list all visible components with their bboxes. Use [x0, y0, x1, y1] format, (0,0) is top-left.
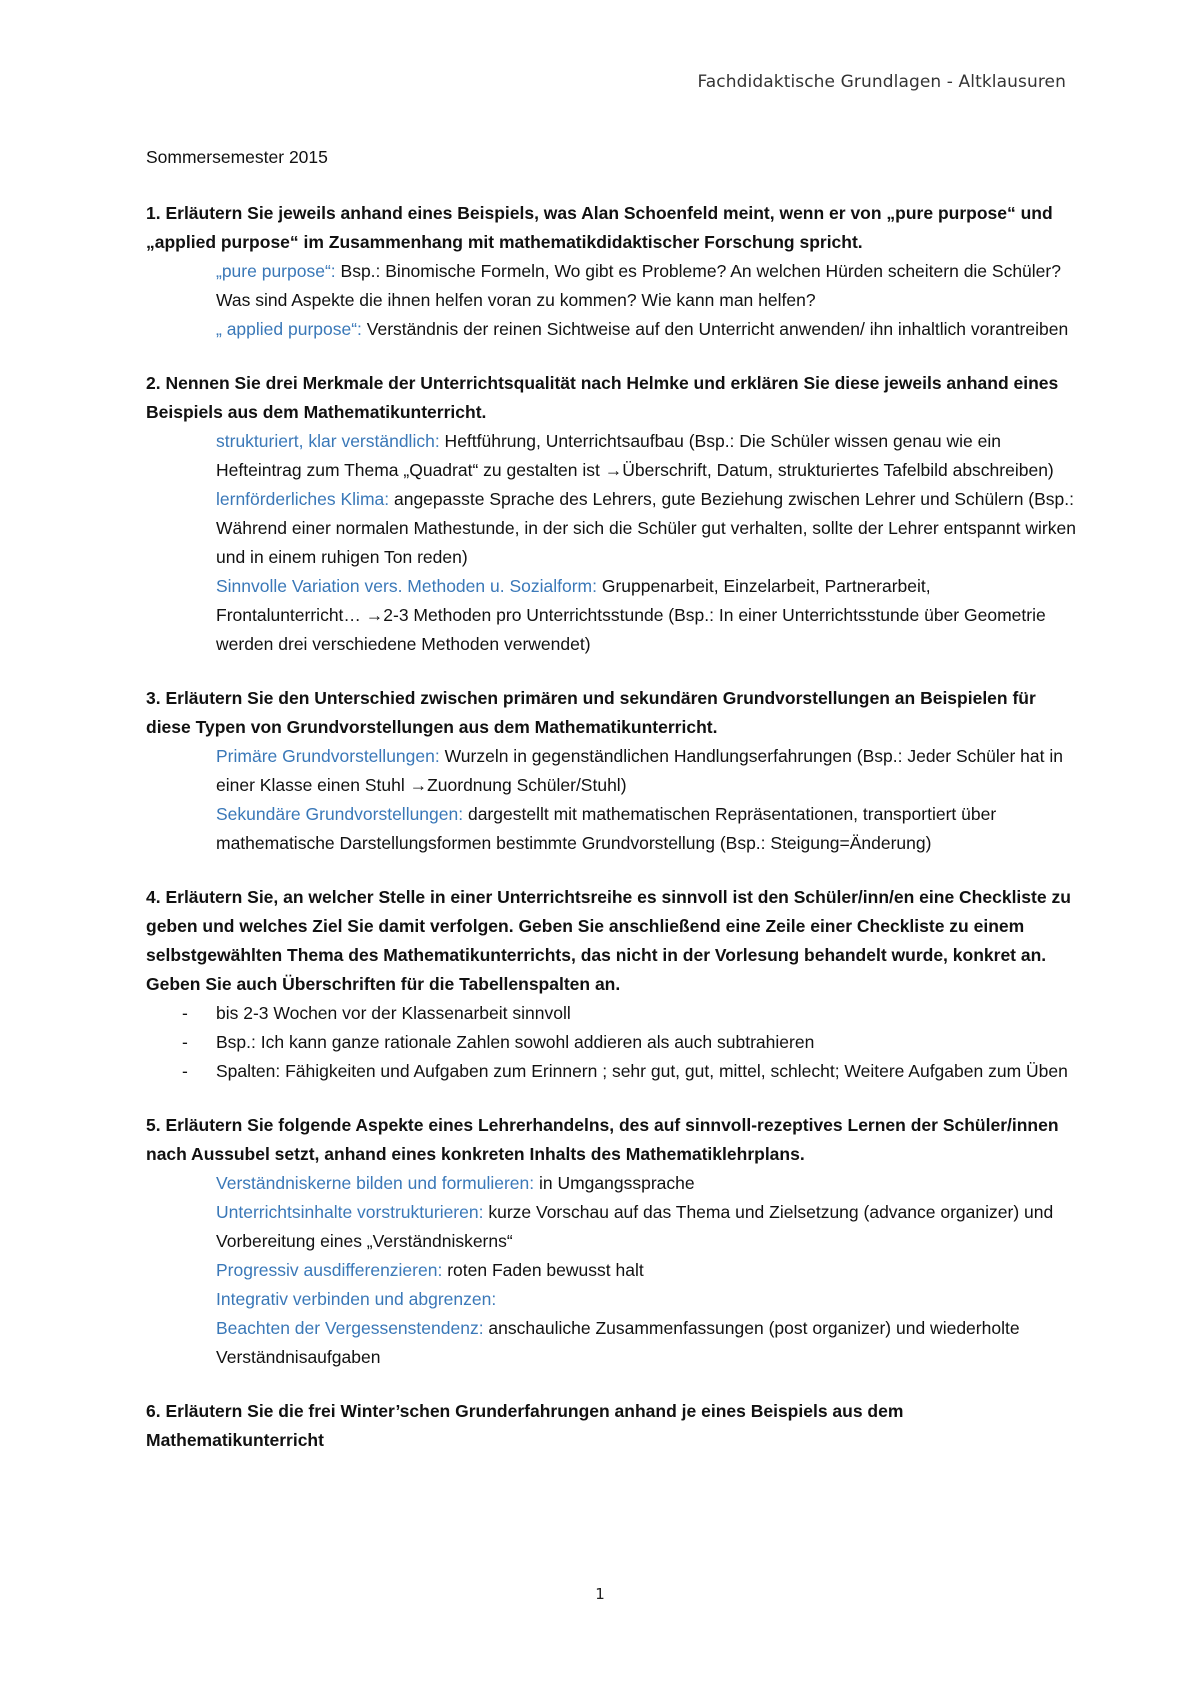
answer-term: „pure purpose“: [216, 261, 336, 281]
answer-item [216, 1314, 1076, 1372]
answer-term: strukturiert, klar verständlich: [216, 431, 440, 451]
answer-term: lernförderliches Klima: [216, 489, 390, 509]
answer-text: angepasste Sprache des Lehrers, gute Beziehung zwischen Lehrer und Schülern (Bsp.: Während einer normalen Mathestunde, in der sich die Schüler gut verhalten, sollte der Lehrer entspannt wirken und in einem ruhigen Ton reden) [216, 489, 1076, 567]
list-item: - Bsp.: Ich kann ganze rationale Zahlen sowohl addieren als auch subtrahieren [146, 1028, 1076, 1057]
answer-term: Integrativ verbinden und abgrenzen: [216, 1289, 497, 1309]
answer-item [216, 1285, 1076, 1314]
semester-heading: Sommersemester 2015 [146, 147, 328, 167]
answer-term: „ applied purpose“: [216, 319, 362, 339]
answer-text: Gruppenarbeit, Einzelarbeit, Partnerarbeit, Frontalunterricht… →2-3 Methoden pro Unterrichtsstunde (Bsp.: In einer Unterrichtsstunde über Geometrie werden drei verschiedene Methoden verwendet) [216, 576, 1046, 654]
answer-term: Beachten der Vergessenstendenz: [216, 1318, 484, 1338]
answer-text: kurze Vorschau auf das Thema und Zielsetzung (advance organizer) und Vorbereitung eines „Verständniskerns“ [216, 1202, 1054, 1251]
answer-text: Wurzeln in gegenständlichen Handlungserfahrungen (Bsp.: Jeder Schüler hat in einer Klasse einen Stuhl →Zuordnung Schüler/Stuhl) [216, 746, 1063, 795]
question-2: 2. Nennen Sie drei Merkmale der Unterrichtsqualität nach Helmke und erklären Sie diese jeweils anhand eines Beispiels aus dem Mathematikunterricht. [146, 373, 1059, 422]
list-item: - bis 2-3 Wochen vor der Klassenarbeit sinnvoll [146, 999, 1076, 1028]
answer-text: Heftführung, Unterrichtsaufbau (Bsp.: Die Schüler wissen genau wie ein Hefteintrag zum Thema „Quadrat“ zu gestalten ist →Überschrift, Datum, strukturiertes Tafelbild abschreiben) [216, 431, 1054, 480]
answer-text: Bsp.: Binomische Formeln, Wo gibt es Probleme? An welchen Hürden scheitern die Schüler? Was sind Aspekte die ihnen helfen voran zu kommen? Wie kann man helfen? [216, 261, 1061, 310]
answer-term: Sinnvolle Variation vers. Methoden u. Sozialform: [216, 576, 597, 596]
question-3: 3. Erläutern Sie den Unterschied zwischen primären und sekundären Grundvorstellungen an Beispielen für diese Typen von Grundvorstellungen aus dem Mathematikunterricht. [146, 688, 1036, 737]
answer-text: anschauliche Zusammenfassungen (post organizer) und wiederholte Verständnisaufgaben [216, 1318, 1020, 1367]
answer-item [216, 427, 1076, 485]
answers-5 [216, 1169, 1076, 1372]
answer-item [216, 800, 1076, 858]
answer-item [216, 1198, 1076, 1256]
answers-2 [216, 427, 1076, 659]
answer-item [216, 1169, 1076, 1198]
answer-term: Sekundäre Grundvorstellungen: [216, 804, 464, 824]
answer-item [216, 315, 1076, 344]
page-number: 1 [595, 1585, 605, 1603]
answer-text: Verständnis der reinen Sichtweise auf den Unterricht anwenden/ ihn inhaltlich vorantreiben [361, 319, 1069, 339]
list-item: - Spalten: Fähigkeiten und Aufgaben zum Erinnern ; sehr gut, gut, mittel, schlecht; Weitere Aufgaben zum Üben [146, 1057, 1076, 1086]
answer-item [216, 1256, 1076, 1285]
answer-term: Primäre Grundvorstellungen: [216, 746, 440, 766]
question-1: 1. Erläutern Sie jeweils anhand eines Beispiels, was Alan Schoenfeld meint, wenn er von „pure purpose“ und „applied purpose“ im Zusammenhang mit mathematikdidaktischer Forschung spricht. [146, 203, 1053, 252]
answers-4 [146, 999, 1076, 1086]
answer-item [216, 485, 1076, 572]
answers-3 [216, 742, 1076, 858]
question-6: 6. Erläutern Sie die frei Winter’schen Grunderfahrungen anhand je eines Beispiels aus dem Mathematikunterricht [146, 1401, 904, 1450]
document-body [146, 143, 1076, 1455]
question-5: 5. Erläutern Sie folgende Aspekte eines Lehrerhandelns, des auf sinnvoll-rezeptives Lernen der Schüler/innen nach Aussubel setzt, anhand eines konkreten Inhalts des Mathematiklehrplans. [146, 1115, 1059, 1164]
answer-term: Progressiv ausdifferenzieren: [216, 1260, 443, 1280]
answer-item [216, 257, 1076, 315]
answer-item [216, 572, 1076, 659]
answers-1 [216, 257, 1076, 344]
answer-item [216, 742, 1076, 800]
answer-term: Unterrichtsinhalte vorstrukturieren: [216, 1202, 484, 1222]
answer-text: dargestellt mit mathematischen Repräsentationen, transportiert über mathematische Darstellungsformen bestimmte Grundvorstellung (Bsp.: Steigung=Änderung) [216, 804, 997, 853]
question-4: 4. Erläutern Sie, an welcher Stelle in einer Unterrichtsreihe es sinnvoll ist den Schüler/inn/en eine Checkliste zu geben und welches Ziel Sie damit verfolgen. Geben Sie anschließend eine Zeile einer Checkliste zu einem selbstgewählten Thema des Mathematikunterrichts, das nicht in der Vorlesung behandelt wurde, konkret an. Geben Sie auch Überschriften für die Tabellenspalten an. [146, 887, 1071, 994]
answer-term: Verständniskerne bilden und formulieren: [216, 1173, 535, 1193]
answer-text: in Umgangssprache [534, 1173, 695, 1193]
answer-text: roten Faden bewusst halt [442, 1260, 644, 1280]
page-header: Fachdidaktische Grundlagen - Altklausuren [697, 72, 1066, 92]
